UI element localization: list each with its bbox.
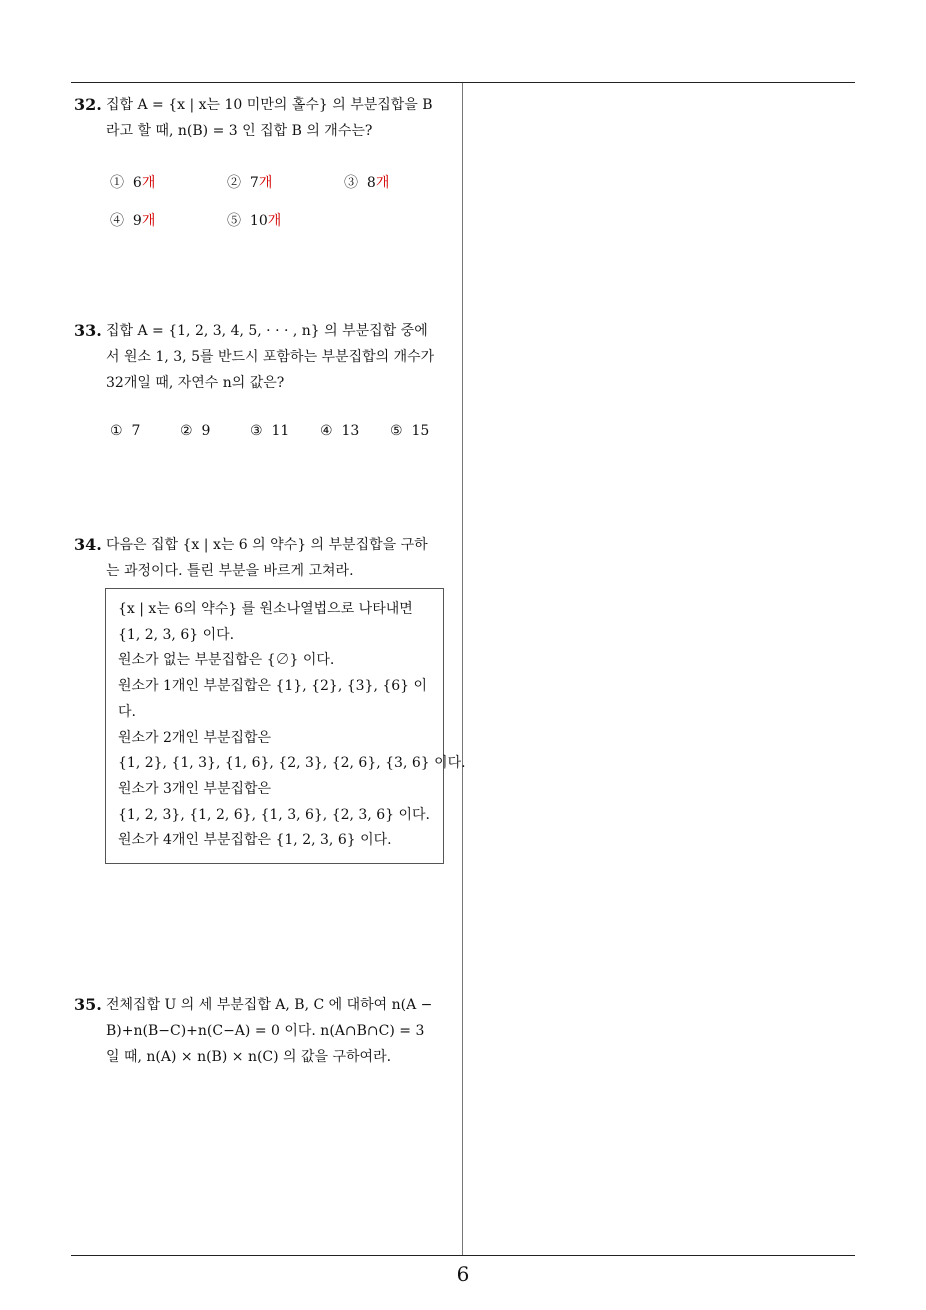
choice-unit: 개: [267, 213, 282, 229]
problem-line: 라고 할 때, n(B) = 3 인 집합 B 의 개수는?: [106, 123, 373, 139]
problem-text: [106, 992, 458, 1070]
problem-line: 서 원소 1, 3, 5를 반드시 포함하는 부분집합의 개수가: [106, 349, 435, 365]
choice-value: 7: [131, 423, 141, 439]
problem-text: [106, 318, 458, 396]
problem-line: B)+n(B−C)+n(C−A) = 0 이다. n(A∩B∩C) = 3: [106, 1023, 425, 1039]
choice-1[interactable]: [110, 172, 155, 192]
problem-line: 집합 A = {1, 2, 3, 4, 5, · · · , n} 의 부분집합 중에: [106, 323, 428, 339]
choice-mark: ②: [180, 423, 193, 439]
choice-mark: ②: [227, 175, 241, 191]
choice-3[interactable]: [250, 423, 289, 439]
choice-2[interactable]: [180, 423, 210, 439]
choice-1[interactable]: [110, 423, 140, 439]
problem-line: 일 때, n(A) × n(B) × n(C) 의 값을 구하여라.: [106, 1049, 392, 1065]
choice-value: 7: [249, 175, 259, 191]
box-line: 원소가 2개인 부분집합은: [118, 729, 272, 746]
problem-32: [74, 92, 458, 144]
problem-text: [106, 92, 458, 144]
choice-mark: ⑤: [227, 213, 241, 229]
choice-mark: ④: [110, 213, 124, 229]
problem-number: 34.: [74, 535, 102, 554]
problem-number: 35.: [74, 995, 102, 1014]
choice-mark: ①: [110, 175, 124, 191]
problem-33: [74, 318, 458, 396]
choice-value: 9: [201, 423, 211, 439]
problem-text: [106, 532, 458, 584]
box-line: 원소가 3개인 부분집합은: [118, 780, 272, 797]
problem-line: 32개일 때, 자연수 n의 값은?: [106, 375, 285, 391]
problem-34: [74, 532, 458, 584]
choice-mark: ④: [320, 423, 333, 439]
problem-number: 32.: [74, 95, 102, 114]
choice-unit: 개: [141, 213, 156, 229]
choice-4[interactable]: [320, 423, 359, 439]
choice-value: 15: [411, 423, 430, 439]
problem-line: 집합 A = {x | x는 10 미만의 홀수} 의 부분집합을 B: [106, 97, 433, 113]
box-line: {x | x는 6의 약수} 를 원소나열법으로 나타내면: [118, 601, 413, 617]
box-line: 원소가 없는 부분집합은 {∅} 이다.: [118, 652, 335, 669]
choice-mark: ③: [250, 423, 263, 439]
choice-5[interactable]: [227, 210, 281, 230]
box-line: {1, 2, 3, 6} 이다.: [118, 626, 235, 643]
box-line: {1, 2}, {1, 3}, {1, 6}, {2, 3}, {2, 6}, {3, 6} 이다.: [118, 755, 466, 772]
choice-unit: 개: [258, 175, 273, 191]
choice-unit: 개: [141, 175, 156, 191]
problem-35: [74, 992, 458, 1070]
box-line: 원소가 4개인 부분집합은 {1, 2, 3, 6} 이다.: [118, 832, 392, 849]
choice-mark: ①: [110, 423, 123, 439]
footer-rule: [71, 1255, 855, 1256]
choice-4[interactable]: [110, 210, 155, 230]
choice-value: 6: [132, 175, 142, 191]
column-divider: [462, 83, 463, 1255]
choice-value: 13: [341, 423, 360, 439]
box-line: 원소가 1개인 부분집합은 {1}, {2}, {3}, {6} 이: [118, 678, 428, 695]
choice-mark: ⑤: [390, 423, 403, 439]
problem-line: 는 과정이다. 틀린 부분을 바르게 고쳐라.: [106, 563, 354, 579]
problem-line: 전체집합 U 의 세 부분집합 A, B, C 에 대하여 n(A −: [106, 997, 433, 1013]
choice-value: 10: [249, 213, 268, 229]
box-line: 다.: [118, 703, 136, 720]
solution-box: [105, 588, 466, 864]
choice-mark: ③: [344, 175, 358, 191]
problem-number: 33.: [74, 321, 102, 340]
choice-value: 9: [132, 213, 142, 229]
choice-value: 8: [366, 175, 376, 191]
choice-2[interactable]: [227, 172, 272, 192]
box-line: {1, 2, 3}, {1, 2, 6}, {1, 3, 6}, {2, 3, 6} 이다.: [118, 806, 430, 823]
choice-3[interactable]: [344, 172, 389, 192]
choice-5[interactable]: [390, 423, 429, 439]
header-rule: [71, 82, 855, 83]
choice-value: 11: [271, 423, 290, 439]
problem-line: 다음은 집합 {x | x는 6 의 약수} 의 부분집합을 구하: [106, 537, 428, 553]
choice-unit: 개: [375, 175, 390, 191]
page-number: 6: [456, 1262, 470, 1286]
